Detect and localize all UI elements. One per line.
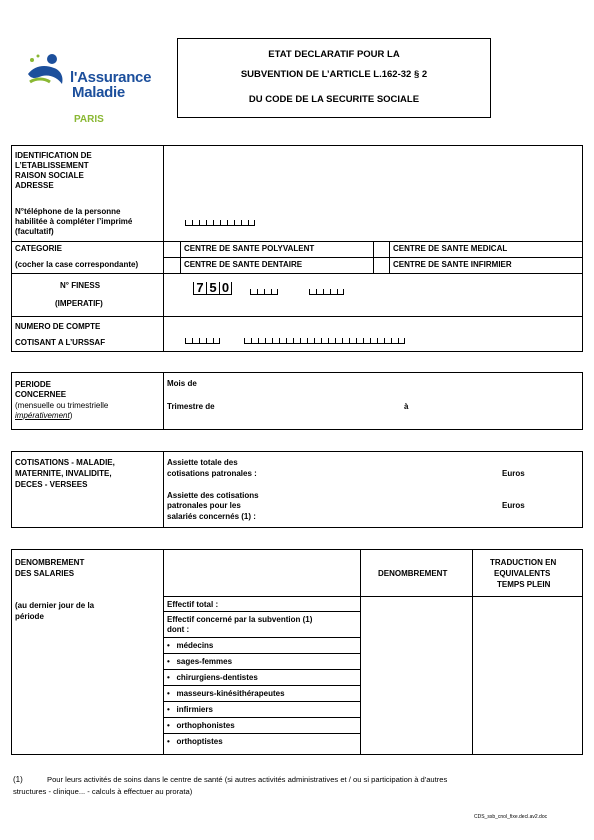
phone-label-3: (facultatif) (15, 227, 54, 236)
periode-imperatif-text: impérativement (15, 411, 70, 420)
identification-label-3: RAISON SOCIALE (15, 171, 84, 180)
row-label: chirurgiens-dentistes (176, 673, 258, 682)
row-label: orthoptistes (176, 737, 223, 746)
cat-medical-label: CENTRE DE SANTE MEDICAL (393, 244, 508, 253)
row-chirurgiens-dentistes: • chirurgiens-dentistes (167, 673, 258, 682)
footer-ref: CDS_ssb_cnol_fixe.decl.av2.doc (474, 814, 548, 820)
col-traduction-2: EQUIVALENTS (494, 569, 551, 578)
footnote-marker: (1) (13, 775, 23, 784)
compte-field-2[interactable] (244, 337, 405, 344)
phone-label-1: N°téléphone de la personne (15, 207, 121, 216)
row-label: sages-femmes (176, 657, 233, 666)
denombrement-label-1: DENOMBREMENT (15, 558, 85, 567)
logo-line1: l'Assurance (70, 69, 152, 86)
compte-label-1: NUMERO DE COMPTE (15, 322, 101, 331)
row-medecins: • médecins (167, 641, 214, 650)
title-line2: SUBVENTION DE L’ARTICLE L.162-32 § 2 (240, 69, 428, 80)
denombrement-hint-2: période (15, 612, 44, 621)
col-traduction-3: TEMPS PLEIN (497, 580, 551, 589)
row-label: orthophonistes (176, 721, 235, 730)
cat-infirmier-label: CENTRE DE SANTE INFIRMIER (393, 260, 512, 269)
logo-figure-icon (24, 52, 68, 92)
cat-dentaire-label: CENTRE DE SANTE DENTAIRE (184, 260, 303, 269)
finess-label: N° FINESS (60, 281, 101, 290)
title-line1: ETAT DECLARATIF POUR LA (268, 49, 400, 60)
categorie-hint: (cocher la case correspondante) (15, 260, 139, 269)
footnote-line1: Pour leurs activités de soins dans le centre de santé (si autres activités administratives et / ou si participation à d'autres (47, 775, 448, 784)
finess-field[interactable] (193, 282, 232, 295)
footnote-line2: structures - clinique... - calculs à effectuer au prorata) (13, 787, 193, 796)
row-label: masseurs-kinésithérapeutes (176, 689, 285, 698)
row-label: infirmiers (176, 705, 213, 714)
title-box (177, 38, 491, 118)
denombrement-hint-1: (au dernier jour de la (15, 601, 95, 610)
finess-hint: (IMPERATIF) (55, 299, 103, 308)
assiette1-line1: Assiette totale des (167, 458, 238, 467)
finess-digit-2: 5 (206, 282, 219, 295)
phone-number-field[interactable] (185, 219, 255, 226)
mois-label: Mois de (167, 379, 197, 388)
finess-digit-3: 0 (219, 282, 232, 295)
denombrement-label-2: DES SALARIES (15, 569, 75, 578)
periode-label-2: CONCERNEE (15, 390, 67, 399)
effectif-concerne-1: Effectif concerné par la subvention (1) (167, 615, 313, 624)
assiette2-line3: salariés concernés (1) : (167, 512, 256, 521)
periode-a-label: à (404, 402, 409, 411)
euros1-label: Euros (502, 469, 525, 478)
row-label: médecins (176, 641, 214, 650)
logo-city: PARIS (74, 114, 104, 125)
finess-digit-1: 7 (193, 282, 206, 295)
logo-line2: Maladie (72, 84, 125, 101)
title-line3: DU CODE DE LA SECURITE SOCIALE (248, 94, 420, 105)
periode-label-3: (mensuelle ou trimestrielle (15, 401, 109, 410)
euros2-label: Euros (502, 501, 525, 510)
compte-label-2: COTISANT A L’URSSAF (15, 338, 106, 347)
checkbox-polyvalent[interactable] (164, 242, 179, 256)
cotisations-label-1: COTISATIONS - MALADIE, (15, 458, 115, 467)
finess-field-2[interactable] (250, 288, 278, 295)
identification-label-1: IDENTIFICATION DE (15, 151, 92, 160)
finess-field-3[interactable] (309, 288, 344, 295)
row-orthoptistes: • orthoptistes (167, 737, 223, 746)
cotisations-label-2: MATERNITE, INVALIDITE, (15, 469, 112, 478)
checkbox-infirmier[interactable] (374, 258, 388, 272)
identification-label-2: L’ETABLISSEMENT (15, 161, 89, 170)
assiette2-line1: Assiette des cotisations (167, 491, 259, 500)
assiette1-line2: cotisations patronales : (167, 469, 257, 478)
effectif-concerne-2: dont : (167, 625, 190, 634)
assurance-maladie-logo (22, 52, 172, 130)
identification-label-4: ADRESSE (15, 181, 54, 190)
assiette2-line2: patronales pour les (167, 501, 241, 510)
compte-field-1[interactable] (185, 337, 220, 344)
periode-close-paren: ) (69, 411, 73, 420)
cotisations-label-3: DECES - VERSEES (15, 480, 88, 489)
periode-label-1: PERIODE (15, 380, 52, 389)
categorie-label: CATEGORIE (15, 244, 62, 253)
row-orthophonistes: • orthophonistes (167, 721, 235, 730)
cat-polyvalent-label: CENTRE DE SANTE POLYVALENT (184, 244, 315, 253)
phone-label-2: habilitée à compléter l’imprimé (15, 217, 133, 226)
col-denombrement: DENOMBREMENT (378, 569, 448, 578)
periode-imperatif (15, 411, 72, 421)
row-masseurs: • masseurs-kinésithérapeutes (167, 689, 285, 698)
trimestre-label: Trimestre de (167, 402, 215, 411)
checkbox-dentaire[interactable] (164, 258, 179, 272)
row-infirmiers: • infirmiers (167, 705, 213, 714)
checkbox-medical[interactable] (374, 242, 388, 256)
row-sages-femmes: • sages-femmes (167, 657, 233, 666)
col-traduction-1: TRADUCTION EN (490, 558, 557, 567)
effectif-total-label: Effectif total : (167, 600, 219, 609)
